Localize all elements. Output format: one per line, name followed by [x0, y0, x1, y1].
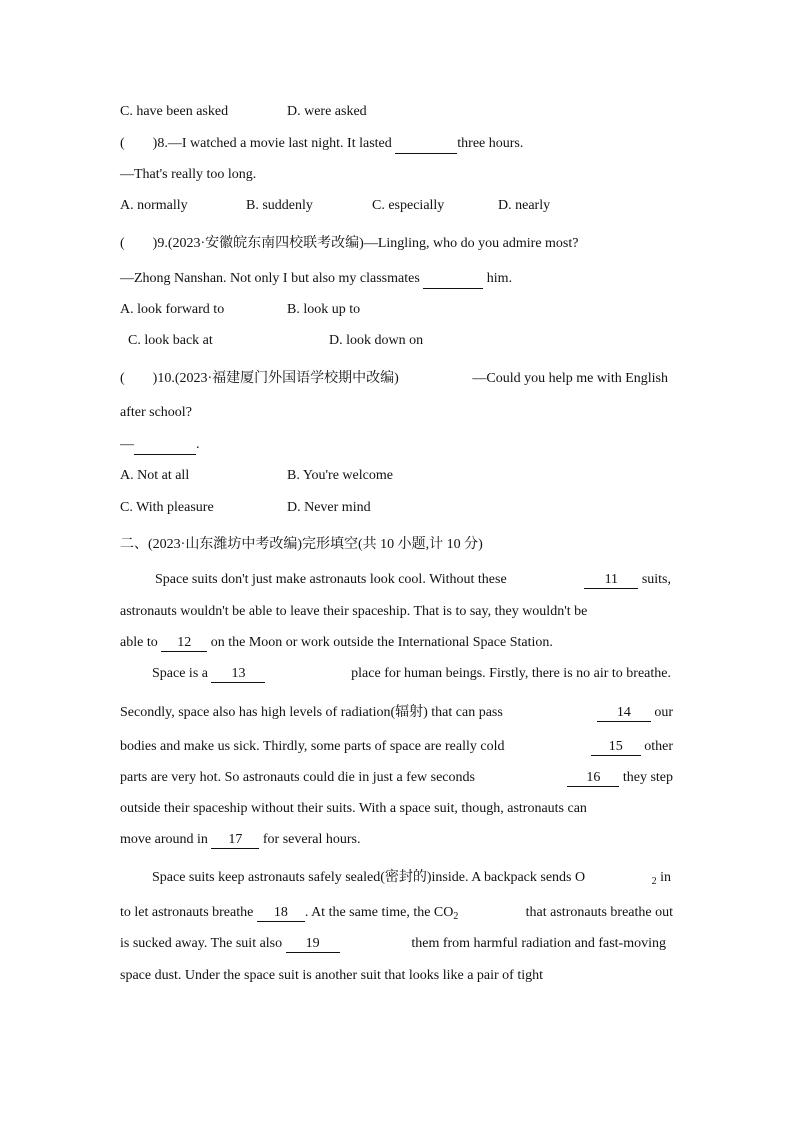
passage-line: is sucked away. The suit also 19 them from harmful radiation and fast-moving [120, 936, 666, 951]
passage-line: move around in 17 for several hours. [120, 832, 361, 847]
q8-stem: ( )8.—I watched a movie last night. It lasted three hours. [120, 135, 523, 154]
q9-option-c: C. look back at [128, 333, 213, 348]
q8-option-d: D. nearly [498, 198, 551, 213]
q10-option-a: A. Not at all [120, 468, 190, 483]
cloze-blank-13: 13 [211, 666, 265, 683]
passage-line: Space is a 13 place for human beings. Firstly, there is no air to breathe. [152, 666, 671, 681]
passage-line: Space suits don't just make astronauts look cool. Without these 11 suits, [155, 572, 671, 587]
cloze-blank-16: 16 [567, 770, 619, 787]
q9-answer-paren: ( )9. [120, 236, 168, 251]
cloze-blank-18: 18 [257, 905, 305, 922]
q8-option-a: A. normally [120, 198, 188, 213]
passage-line: Secondly, space also has high levels of radiation(辐射) that can pass 14 our [120, 705, 673, 720]
q10-reply: — . [120, 436, 200, 455]
q10-answer-blank [134, 436, 196, 455]
q10-option-c: C. With pleasure [120, 500, 214, 515]
q8-option-b: B. suddenly [246, 198, 313, 213]
q10-stem: ( )10.(2023·福建厦门外国语学校期中改编) —Could you help me with English [120, 371, 668, 386]
q10-stem-cont: after school? [120, 405, 192, 420]
cloze-blank-17: 17 [211, 832, 259, 849]
passage-line: outside their spaceship without their suits. With a space suit, though, astronauts can [120, 801, 587, 816]
passage-line: to let astronauts breathe 18 . At the same time, the $CO_2$ that astronauts breathe out [120, 905, 673, 922]
cloze-blank-15: 15 [591, 739, 641, 756]
q8-option-c: C. especially [372, 198, 445, 213]
q7-option-d: D. were asked [287, 104, 367, 119]
q10-answer-paren: ( )10. [120, 371, 175, 386]
q9-stem: ( )9.(2023·安徽皖东南四校联考改编)—Lingling, who do you admire most? [120, 236, 579, 251]
cloze-blank-19: 19 [286, 936, 340, 953]
q9-answer-blank [423, 270, 483, 289]
q9-source: (2023·安徽皖东南四校联考改编) [167, 236, 364, 251]
section-heading: 二、(2023·山东潍坊中考改编)完形填空(共 10 小题,计 10 分) [120, 537, 483, 552]
cloze-blank-11: 11 [584, 572, 638, 589]
passage-line: Space suits keep astronauts safely sealed(密封的)inside. A backpack sends O $_2$ in [152, 870, 671, 887]
passage-line: bodies and make us sick. Thirdly, some parts of space are really cold 15 other [120, 739, 673, 754]
q9-option-d: D. look down on [329, 333, 424, 348]
q8-answer-paren: ( )8. [120, 136, 168, 151]
q8-reply: —That's really too long. [120, 167, 257, 182]
q10-option-b: B. You're welcome [287, 468, 393, 483]
q8-answer-blank [395, 135, 457, 154]
q10-option-d: D. Never mind [287, 500, 371, 515]
q9-reply: —Zhong Nanshan. Not only I but also my classmates him. [120, 270, 512, 289]
q10-source: (2023·福建厦门外国语学校期中改编) [174, 371, 399, 386]
cloze-blank-12: 12 [161, 635, 207, 652]
passage-line: parts are very hot. So astronauts could die in just a few seconds 16 they step [120, 770, 673, 785]
passage-line: space dust. Under the space suit is another suit that looks like a pair of tight [120, 968, 544, 983]
passage-line: astronauts wouldn't be able to leave their spaceship. That is to say, they wouldn't be [120, 604, 588, 619]
q7-option-c: C. have been asked [120, 104, 229, 119]
q9-option-a: A. look forward to [120, 302, 225, 317]
q9-option-b: B. look up to [287, 302, 361, 317]
passage-line: able to 12 on the Moon or work outside the International Space Station. [120, 635, 553, 650]
cloze-blank-14: 14 [597, 705, 651, 722]
